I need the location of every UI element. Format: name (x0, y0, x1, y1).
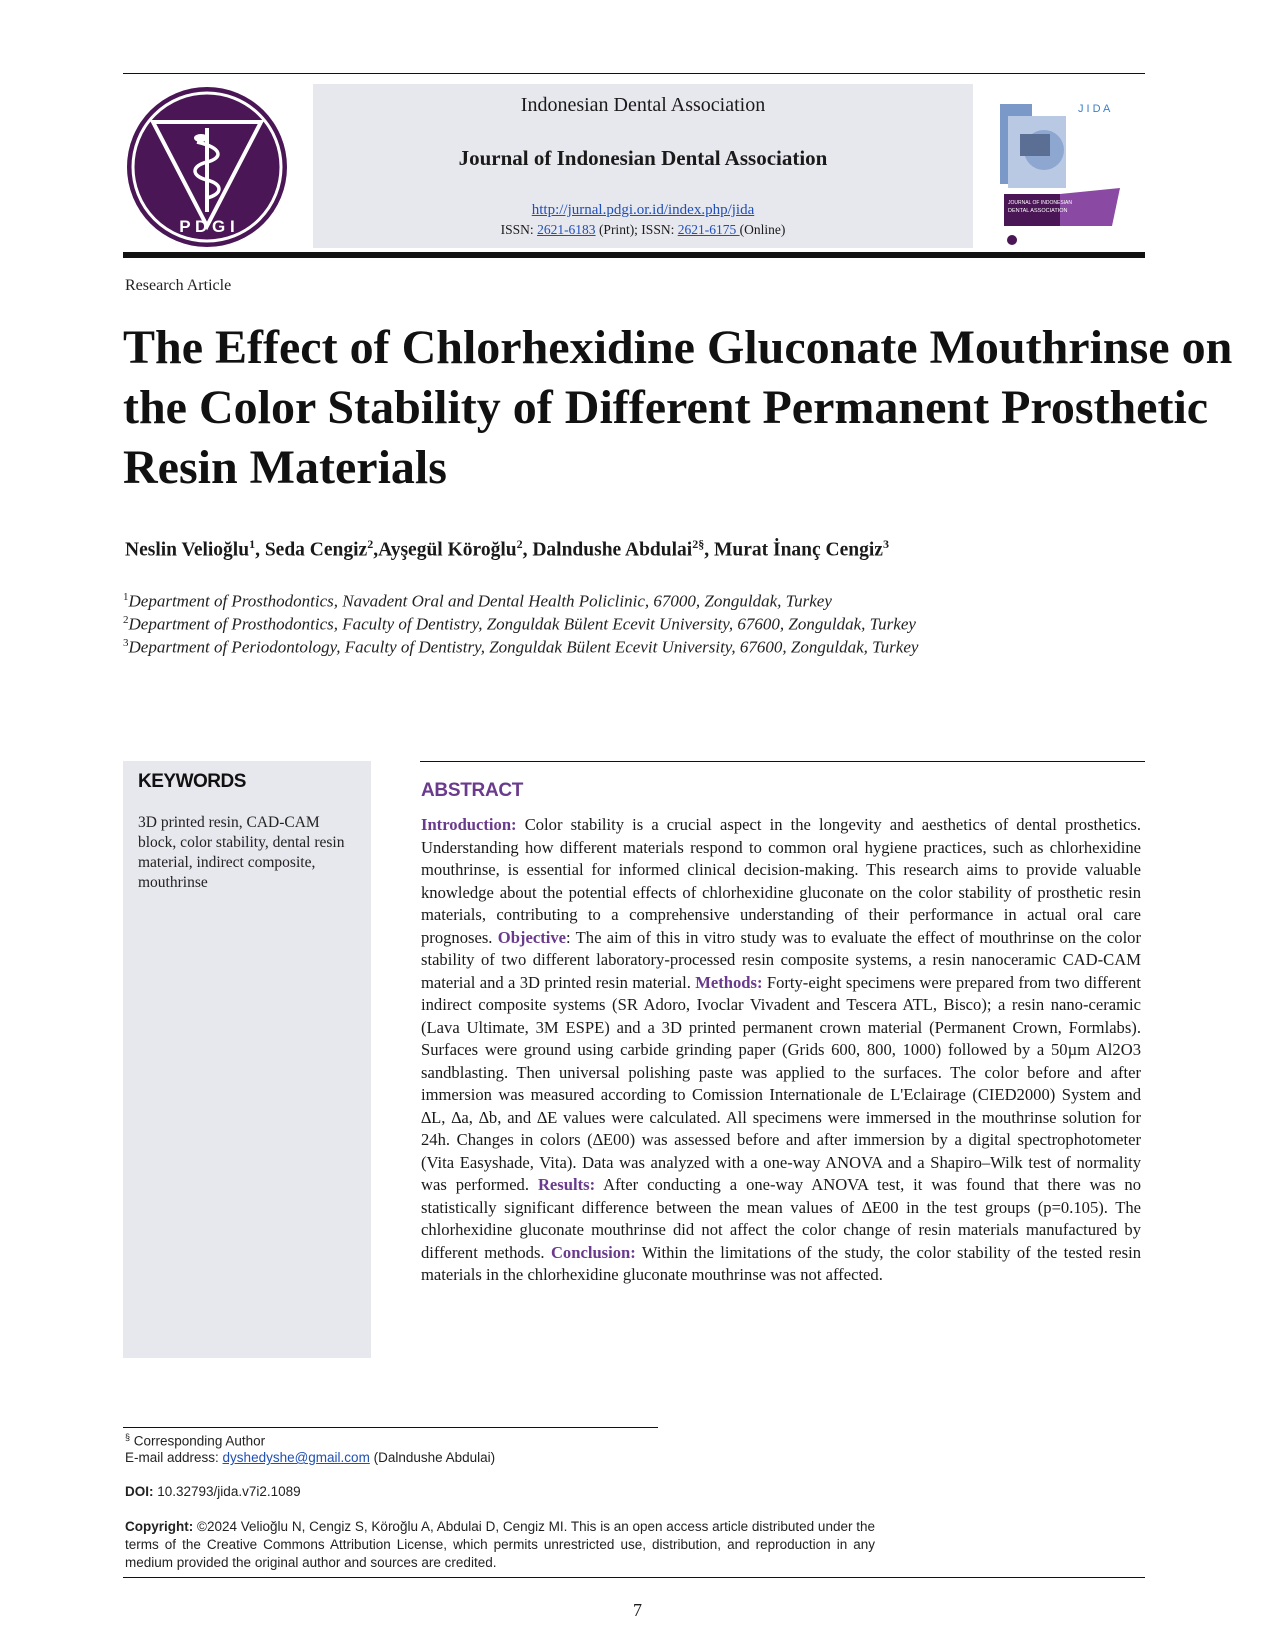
article-title: The Effect of Chlorhexidine Gluconate Mouthrinse on the Color Stability of Different Permanent Prosthetic Resin Materials (123, 321, 1233, 494)
author-affil-sup: 2§ (692, 537, 705, 551)
affiliation-sup: 3 (123, 637, 129, 649)
journal-url-link[interactable]: http://jurnal.pdgi.or.id/index.php/jida (531, 202, 755, 218)
author-affil-sup: 3 (882, 537, 889, 551)
journal-header-band (313, 84, 973, 248)
copyright-block (125, 1518, 875, 1572)
keywords-box (123, 761, 371, 1358)
author-name: ,Ayşegül Köroğlu (373, 539, 517, 561)
abstract-section-label: Objective (497, 927, 566, 947)
email-link[interactable]: dyshedyshe@gmail.com (222, 1450, 370, 1465)
footnote-rule (123, 1427, 658, 1428)
affiliation-text: Department of Prosthodontics, Faculty of Dentistry, Zonguldak Bülent Ecevit University, 67600, Zonguldak, Turkey (128, 614, 916, 634)
abstract-rule (420, 761, 1145, 762)
author-name: , Dalndushe Abdulai (522, 539, 693, 561)
abstract-section-text: Forty-eight specimens were prepared from two different indirect composite systems (SR Adoro, Ivoclar Vivadent and Tescera ATL, Bisco); a resin nano-ceramic (Lava Ultimate, 3M ESPE) and a 3D printed permanent crown material (Permanent Crown, Formlabs). Surfaces were ground using carbide grinding paper (Grids 600, 800, 1000) followed by a 50µm Al2O3 sandblasting. Then universal polishing paste was applied to the surfaces. The color before and after immersion was measured according to Comission Internationale de L'Eclairage (CIED2000) System and ∆L, ∆a, ∆b, and ∆E values were calculated. All specimens were immersed in the mouthrinse solution for 24h. Changes in colors (∆E00) was assessed before and after immersion by a digital spectrophotometer (Vita Easyshade, Vita). Data was analyzed with a one-way ANOVA and a Shapiro–Wilk test of normality was performed. (421, 972, 1141, 1194)
issn-label: ISSN: (500, 222, 538, 237)
journal-cover-thumbnail (1000, 98, 1120, 248)
author-affil-sup: 2 (367, 537, 374, 551)
keywords-heading: KEYWORDS (138, 771, 246, 792)
affiliation-2 (123, 614, 916, 635)
affiliation-text: Department of Periodontology, Faculty of Dentistry, Zonguldak Bülent Ecevit University, 67600, Zonguldak, Turkey (128, 637, 919, 657)
abstract-section-text: After conducting a one-way ANOVA test, it was found that there was no statistically significant difference between the mean values of ∆E00 in the test groups (p=0.105). The chlorhexidine gluconate mouthrinse did not affect the color change of resin materials manufactured by different methods. (421, 1175, 1142, 1262)
author-name: , Murat İnanç Cengiz (704, 539, 883, 561)
author-name: Neslin Velioğlu (125, 539, 250, 561)
pdgi-logo (125, 86, 290, 249)
abstract-body (421, 814, 1141, 1287)
author-affil-sup: 2 (516, 537, 523, 551)
issn-print-link[interactable]: 2621-6183 (537, 222, 596, 237)
email-label: E-mail address: (125, 1450, 223, 1465)
corresponding-text: Corresponding Author (130, 1433, 266, 1449)
corresponding-author-note (125, 1432, 265, 1449)
cover-caption-1: JOURNAL OF INDONESIAN (1008, 200, 1072, 206)
affiliation-sup: 1 (123, 591, 129, 603)
issn-print-suffix: (Print); ISSN: (595, 222, 678, 237)
author-list (125, 537, 889, 562)
abstract-section-label: Methods: (695, 972, 763, 992)
doi-value: 10.32793/jida.v7i2.1089 (153, 1484, 301, 1499)
abstract-section-label: Conclusion: (550, 1242, 636, 1262)
header-rule (123, 252, 1145, 258)
bottom-rule (123, 1577, 1145, 1578)
author-name: , Seda Cengiz (255, 539, 368, 561)
doi-label: DOI: (125, 1484, 154, 1499)
cover-caption-2: DENTAL ASSOCIATION (1008, 208, 1068, 214)
cover-brand: J I D A (1078, 103, 1111, 115)
issn-online-link[interactable]: 2621-6175 (677, 222, 740, 237)
issn-line (313, 222, 973, 238)
abstract-section-text: Within the limitations of the study, the color stability of the tested resin materials in the chlorhexidine gluconate mouthrinse was not affected. (421, 1242, 1142, 1284)
affiliation-3 (123, 637, 918, 658)
corresponding-mark: § (125, 1432, 131, 1442)
email-line (125, 1450, 495, 1465)
abstract-section-label: Results: (537, 1175, 596, 1194)
doi-line (125, 1484, 301, 1499)
logo-text: P D G I (179, 217, 235, 236)
copyright-label: Copyright: (125, 1519, 194, 1534)
abstract-section-text: Color stability is a crucial aspect in the longevity and aesthetics of dental prosthetics. Understanding how different materials respond to common oral hygiene practices, such as chlorhexidine mouthrinse, is essential for informed clinical decision-making. This research aims to provide valuable knowledge about the potential effects of chlorhexidine gluconate on the color stability of prosthetic resin materials, contributing to a comprehensive understanding of their performance in actual oral care prognoses. (421, 815, 1141, 947)
article-type: Research Article (125, 277, 232, 294)
affiliation-text: Department of Prosthodontics, Navadent Oral and Dental Health Policlinic, 67000, Zonguldak, Turkey (128, 591, 832, 611)
abstract-section-text: : The aim of this in vitro study was to evaluate the effect of mouthrinse on the color stability of two different laboratory-processed resin composite systems, a resin nanoceramic CAD-CAM material and a 3D printed resin material. (421, 927, 1142, 992)
abstract-heading: ABSTRACT (421, 780, 524, 801)
journal-name: Journal of Indonesian Dental Association (458, 146, 828, 170)
keywords-text: 3D printed resin, CAD-CAM block, color stability, dental resin material, indirect composite, mouthrinse (138, 814, 345, 891)
copyright-text: ©2024 Velioğlu N, Cengiz S, Köroğlu A, Abdulai D, Cengiz MI. This is an open access article distributed under the terms of the Creative Commons Attribution License, which permits unrestricted use, distribution, and reproduction in any medium provided the original author and sources are credited. (125, 1519, 875, 1570)
affiliation-1 (123, 591, 832, 612)
email-suffix: (Dalndushe Abdulai) (369, 1450, 496, 1465)
page-number: 7 (633, 1600, 642, 1620)
affiliation-sup: 2 (123, 614, 129, 626)
association-name: Indonesian Dental Association (520, 94, 766, 116)
issn-online-suffix: (Online) (739, 222, 786, 237)
top-rule (123, 73, 1145, 74)
abstract-section-label: Introduction: (421, 815, 517, 834)
author-affil-sup: 1 (249, 537, 256, 551)
